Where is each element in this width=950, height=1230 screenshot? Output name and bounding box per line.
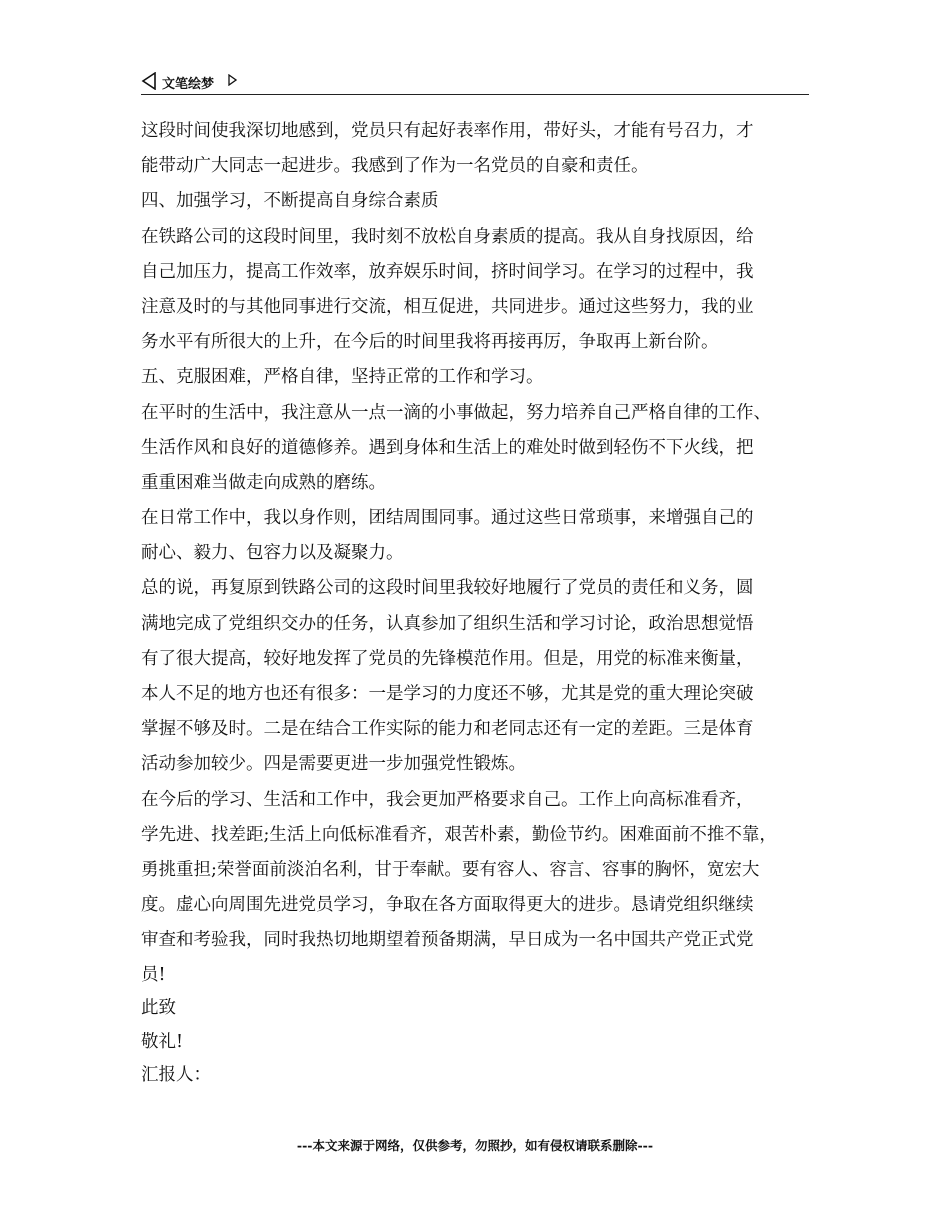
text-line: 度。虚心向周围先进党员学习，争取在各方面取得更大的进步。恳请党组织继续 bbox=[141, 895, 754, 916]
text-line: 在铁路公司的这段时间里，我时刻不放松自身素质的提高。我从自身找原因，给 bbox=[141, 226, 754, 247]
text-line: 本人不足的地方也还有很多：一是学习的力度还不够，尤其是党的重大理论突破 bbox=[141, 684, 754, 704]
text-line: 重重困难当做走向成熟的磨练。 bbox=[141, 472, 386, 493]
back-triangle-icon bbox=[141, 72, 157, 90]
text-line: 员! bbox=[141, 964, 166, 985]
text-line: 这段时间使我深切地感到，党员只有起好表率作用，带好头，才能有号召力，才 bbox=[141, 121, 754, 141]
text-line: 勇挑重担;荣誉面前淡泊名利，甘于奉献。要有容人、容言、容事的胸怀，宽宏大 bbox=[141, 859, 760, 880]
text-line: 满地完成了党组织交办的任务，认真参加了组织生活和学习讨论，政治思想觉悟 bbox=[141, 613, 754, 634]
header-title: 文笔绘梦 bbox=[162, 77, 215, 92]
text-line: 有了很大提高，较好地发挥了党员的先锋模范作用。但是，用党的标准来衡量， bbox=[141, 648, 754, 669]
text-line: 四、加强学习，不断提高自身综合素质 bbox=[141, 191, 439, 212]
text-line: 在平时的生活中，我注意从一点一滴的小事做起，努力培养自己严格自律的工作、 bbox=[141, 402, 771, 423]
text-line: 在日常工作中，我以身作则，团结周围同事。通过这些日常琐事，来增强自己的 bbox=[141, 508, 754, 529]
text-line: 总的说，再复原到铁路公司的这段时间里我较好地履行了党员的责任和义务，圆 bbox=[141, 578, 754, 599]
document-body bbox=[141, 114, 821, 1093]
text-line: 掌握不够及时。二是在结合工作实际的能力和老同志还有一定的差距。三是体育 bbox=[141, 719, 754, 740]
footer-disclaimer: ---本文来源于网络，仅供参考，勿照抄，如有侵权请联系删除--- bbox=[296, 1138, 654, 1153]
text-line: 注意及时的与其他同事进行交流，相互促进，共同进步。通过这些努力，我的业 bbox=[141, 296, 754, 317]
text-line: 学先进、找差距;生活上向低标准看齐，艰苦朴素，勤俭节约。困难面前不推不靠， bbox=[141, 824, 777, 845]
text-line: 在今后的学习、生活和工作中，我会更加严格要求自己。工作上向高标准看齐， bbox=[141, 789, 754, 810]
text-line: 耐心、毅力、包容力以及凝聚力。 bbox=[141, 543, 404, 564]
text-line: 活动参加较少。四是需要更进一步加强党性锻炼。 bbox=[141, 754, 526, 775]
document-header bbox=[141, 70, 809, 95]
text-line: 此致 bbox=[141, 998, 176, 1018]
text-line: 汇报人： bbox=[141, 1065, 211, 1085]
text-line: 审查和考验我，同时我热切地期望着预备期满，早日成为一名中国共产党正式党 bbox=[141, 930, 754, 951]
text-line: 自己加压力，提高工作效率，放弃娱乐时间，挤时间学习。在学习的过程中，我 bbox=[141, 261, 754, 282]
text-line: 五、克服困难，严格自律，坚持正常的工作和学习。 bbox=[141, 367, 544, 388]
text-line: 务水平有所很大的上升，在今后的时间里我将再接再厉，争取再上新台阶。 bbox=[141, 332, 719, 353]
text-line: 生活作风和良好的道德修养。遇到身体和生活上的难处时做到轻伤不下火线，把 bbox=[141, 437, 754, 458]
play-triangle-icon bbox=[227, 74, 237, 86]
text-line: 敬礼! bbox=[141, 1031, 184, 1052]
text-line: 能带动广大同志一起进步。我感到了作为一名党员的自豪和责任。 bbox=[141, 156, 649, 177]
